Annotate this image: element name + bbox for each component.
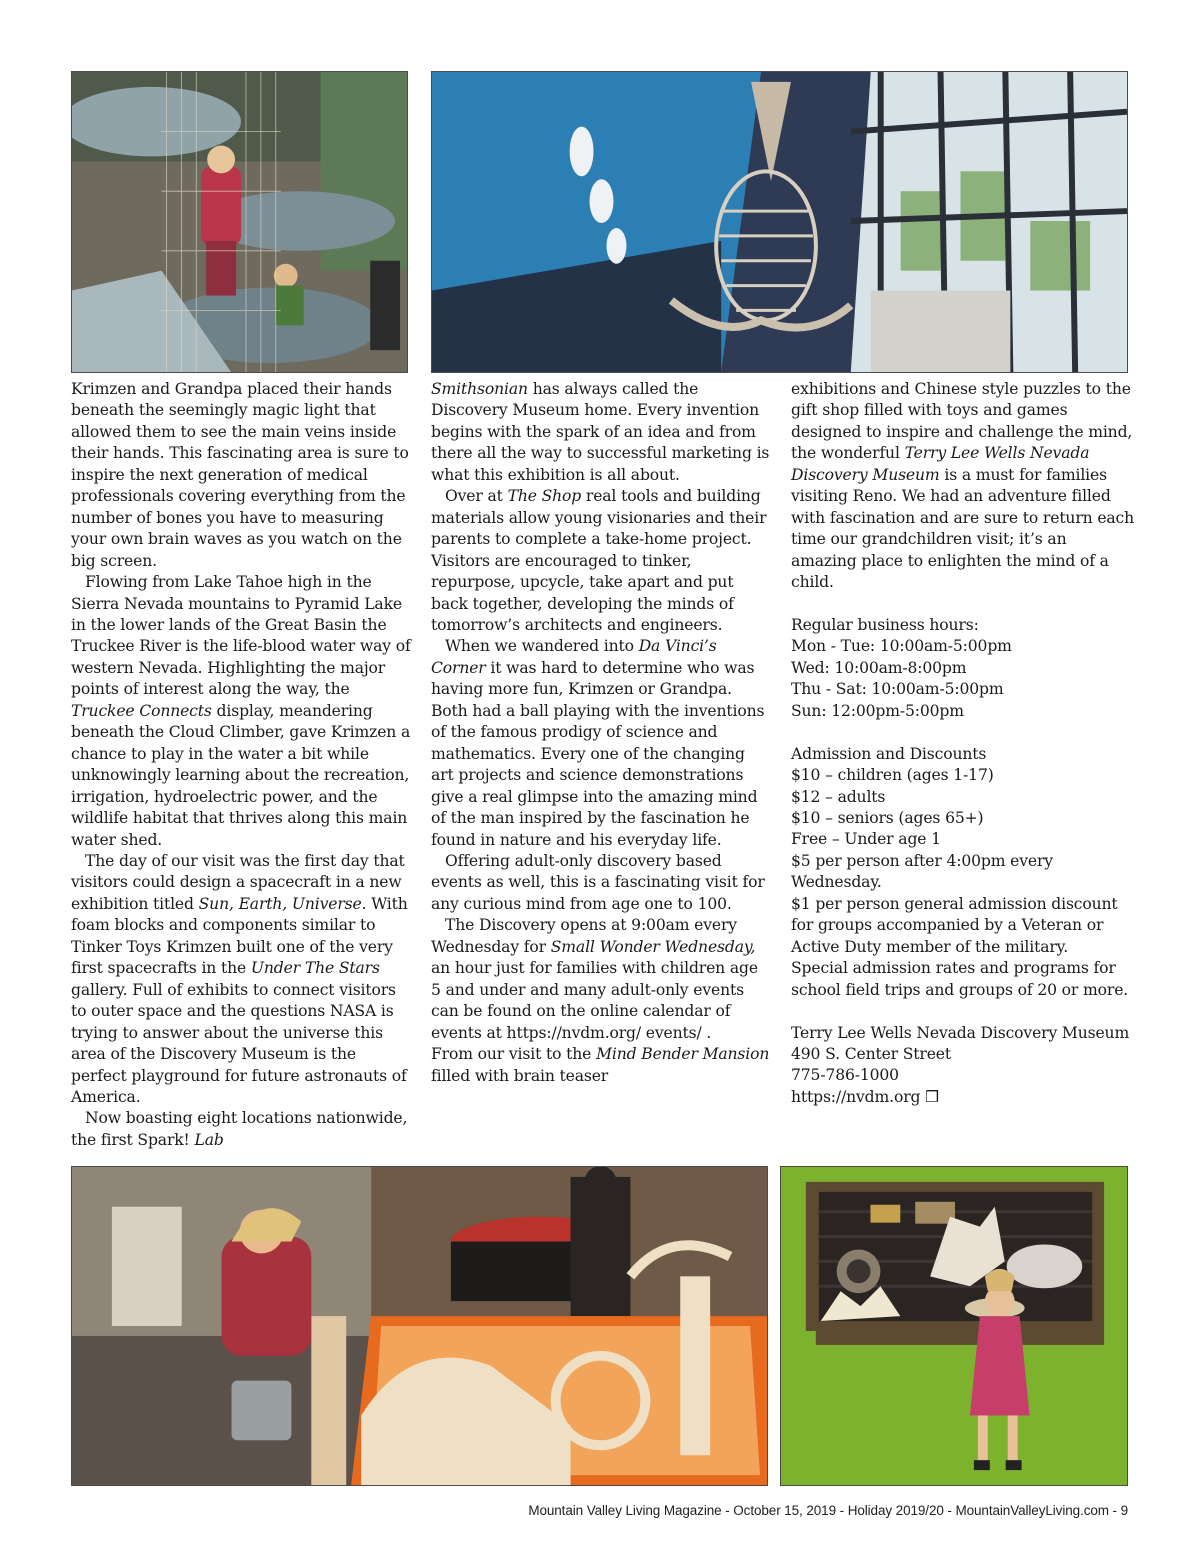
paragraph: From our visit to the Mind Bender Mansion filled with brain teaser (431, 1045, 770, 1085)
hours-line: Mon - Tue: 10:00am-5:00pm (791, 637, 1012, 656)
admission-line: $12 – adults (791, 787, 886, 806)
paragraph: The Discovery opens at 9:00am every Wednesday for Small Wonder Wednesday, an hour just for families with children age 5 and under and many adult-only events can be found on the online calendar of events at https://nvdm.org/ events/ . (431, 916, 758, 1042)
contact-line: Terry Lee Wells Nevada Discovery Museum (791, 1023, 1130, 1042)
hours-title: Regular business hours: (791, 615, 979, 634)
admission-line: $5 per person after 4:00pm every Wednesday. (791, 851, 1053, 892)
admission-line: Special admission rates and programs for school field trips and groups of 20 or more. (791, 959, 1129, 999)
admission-line: $10 – seniors (ages 65+) (791, 809, 984, 828)
photo-whale-skeleton (431, 71, 1128, 373)
paragraph: Now boasting eight locations nationwide, the first Spark! Lab (71, 1109, 408, 1149)
paragraph: Krimzen and Grandpa placed their hands beneath the seemingly magic light that allowed them to see the main veins inside their hands. This fascinating area is sure to inspire the next generation of medical professionals covering everything from the number of bones you have to measuring your own brain waves as you watch on the big screen. (71, 380, 409, 570)
article-column-2 (431, 379, 771, 1087)
hours-line: Wed: 10:00am-8:00pm (791, 658, 967, 677)
admission-line: $1 per person general admission discount for groups accompanied by a Veteran or Active Duty member of the military. (791, 894, 1118, 956)
paragraph: Over at The Shop real tools and building materials allow young visionaries and their parents to complete a take-home project. Visitors are encouraged to tinker, repurpose, upcycle, take apart and put back together, developing the minds of tomorrow’s architects and engineers. (431, 487, 767, 634)
contact-line: 490 S. Center Street (791, 1045, 951, 1063)
photo-fossil-display (780, 1166, 1128, 1486)
paragraph: When we wandered into Da Vinci’s Corner it was hard to determine who was having more fun, Krimzen or Grandpa. Both had a ball playing with the inventions of the famous prodigy of science and mathematics. Every one of the changing art projects and science demonstrations give a real glimpse into the amazing mind of the man inspired by the fascination he found in nature and his everyday life. (431, 637, 765, 849)
admission-line: $10 – children (ages 1-17) (791, 766, 994, 785)
photo-cloud-climber (71, 71, 408, 373)
photo-ball-run-exhibit (71, 1166, 768, 1486)
contact-line: https://nvdm.org ❒ (791, 1087, 939, 1106)
hours-line: Sun: 12:00pm-5:00pm (791, 701, 964, 720)
admission-line: Free – Under age 1 (791, 830, 941, 849)
article-column-1 (71, 379, 411, 1151)
hours-line: Thu - Sat: 10:00am-5:00pm (791, 680, 1004, 699)
paragraph: Smithsonian has always called the Discovery Museum home. Every invention begins with the spark of an idea and from there all the way to successful marketing is what this exhibition is all about. (431, 380, 770, 484)
paragraph: exhibitions and Chinese style puzzles to the gift shop filled with toys and games designed to inspire and challenge the mind, the wonderful Terry Lee Wells Nevada Discovery Museum is a must for families visiting Reno. We had an adventure filled with fascination and are sure to return each time our grandchildren visit; it’s an amazing place to enlighten the mind of a child. (791, 380, 1135, 592)
paragraph: Flowing from Lake Tahoe high in the Sierra Nevada mountains to Pyramid Lake in the lower lands of the Great Basin the Truckee River is the life-blood water way of western Nevada. Highlighting the major points of interest along the way, the Truckee Connects display, meandering beneath the Cloud Climber, gave Krimzen a chance to play in the water a bit while unknowingly learning about the recreation, irrigation, hydroelectric power, and the wildlife habitat that thrives along this main water shed. (71, 573, 411, 849)
article-column-3 (791, 379, 1136, 1108)
paragraph: The day of our visit was the first day that visitors could design a spacecraft in a new exhibition titled Sun, Earth, Universe. With foam blocks and components similar to Tinker Toys Krimzen built one of the very first spacecrafts in the Under The Stars gallery. Full of exhibits to connect visitors to outer space and the questions NASA is trying to answer about the universe this area of the Discovery Museum is the perfect playground for future astronauts of America. (71, 851, 408, 1106)
admission-title: Admission and Discounts (791, 744, 987, 763)
paragraph: Offering adult-only discovery based events as well, this is a fascinating visit for any curious mind from age one to 100. (431, 851, 765, 913)
contact-line: 775-786-1000 (791, 1066, 899, 1085)
page-footer: Mountain Valley Living Magazine - October 15, 2019 - Holiday 2019/20 - MountainValleyLiving.com - 9 (528, 1503, 1128, 1518)
